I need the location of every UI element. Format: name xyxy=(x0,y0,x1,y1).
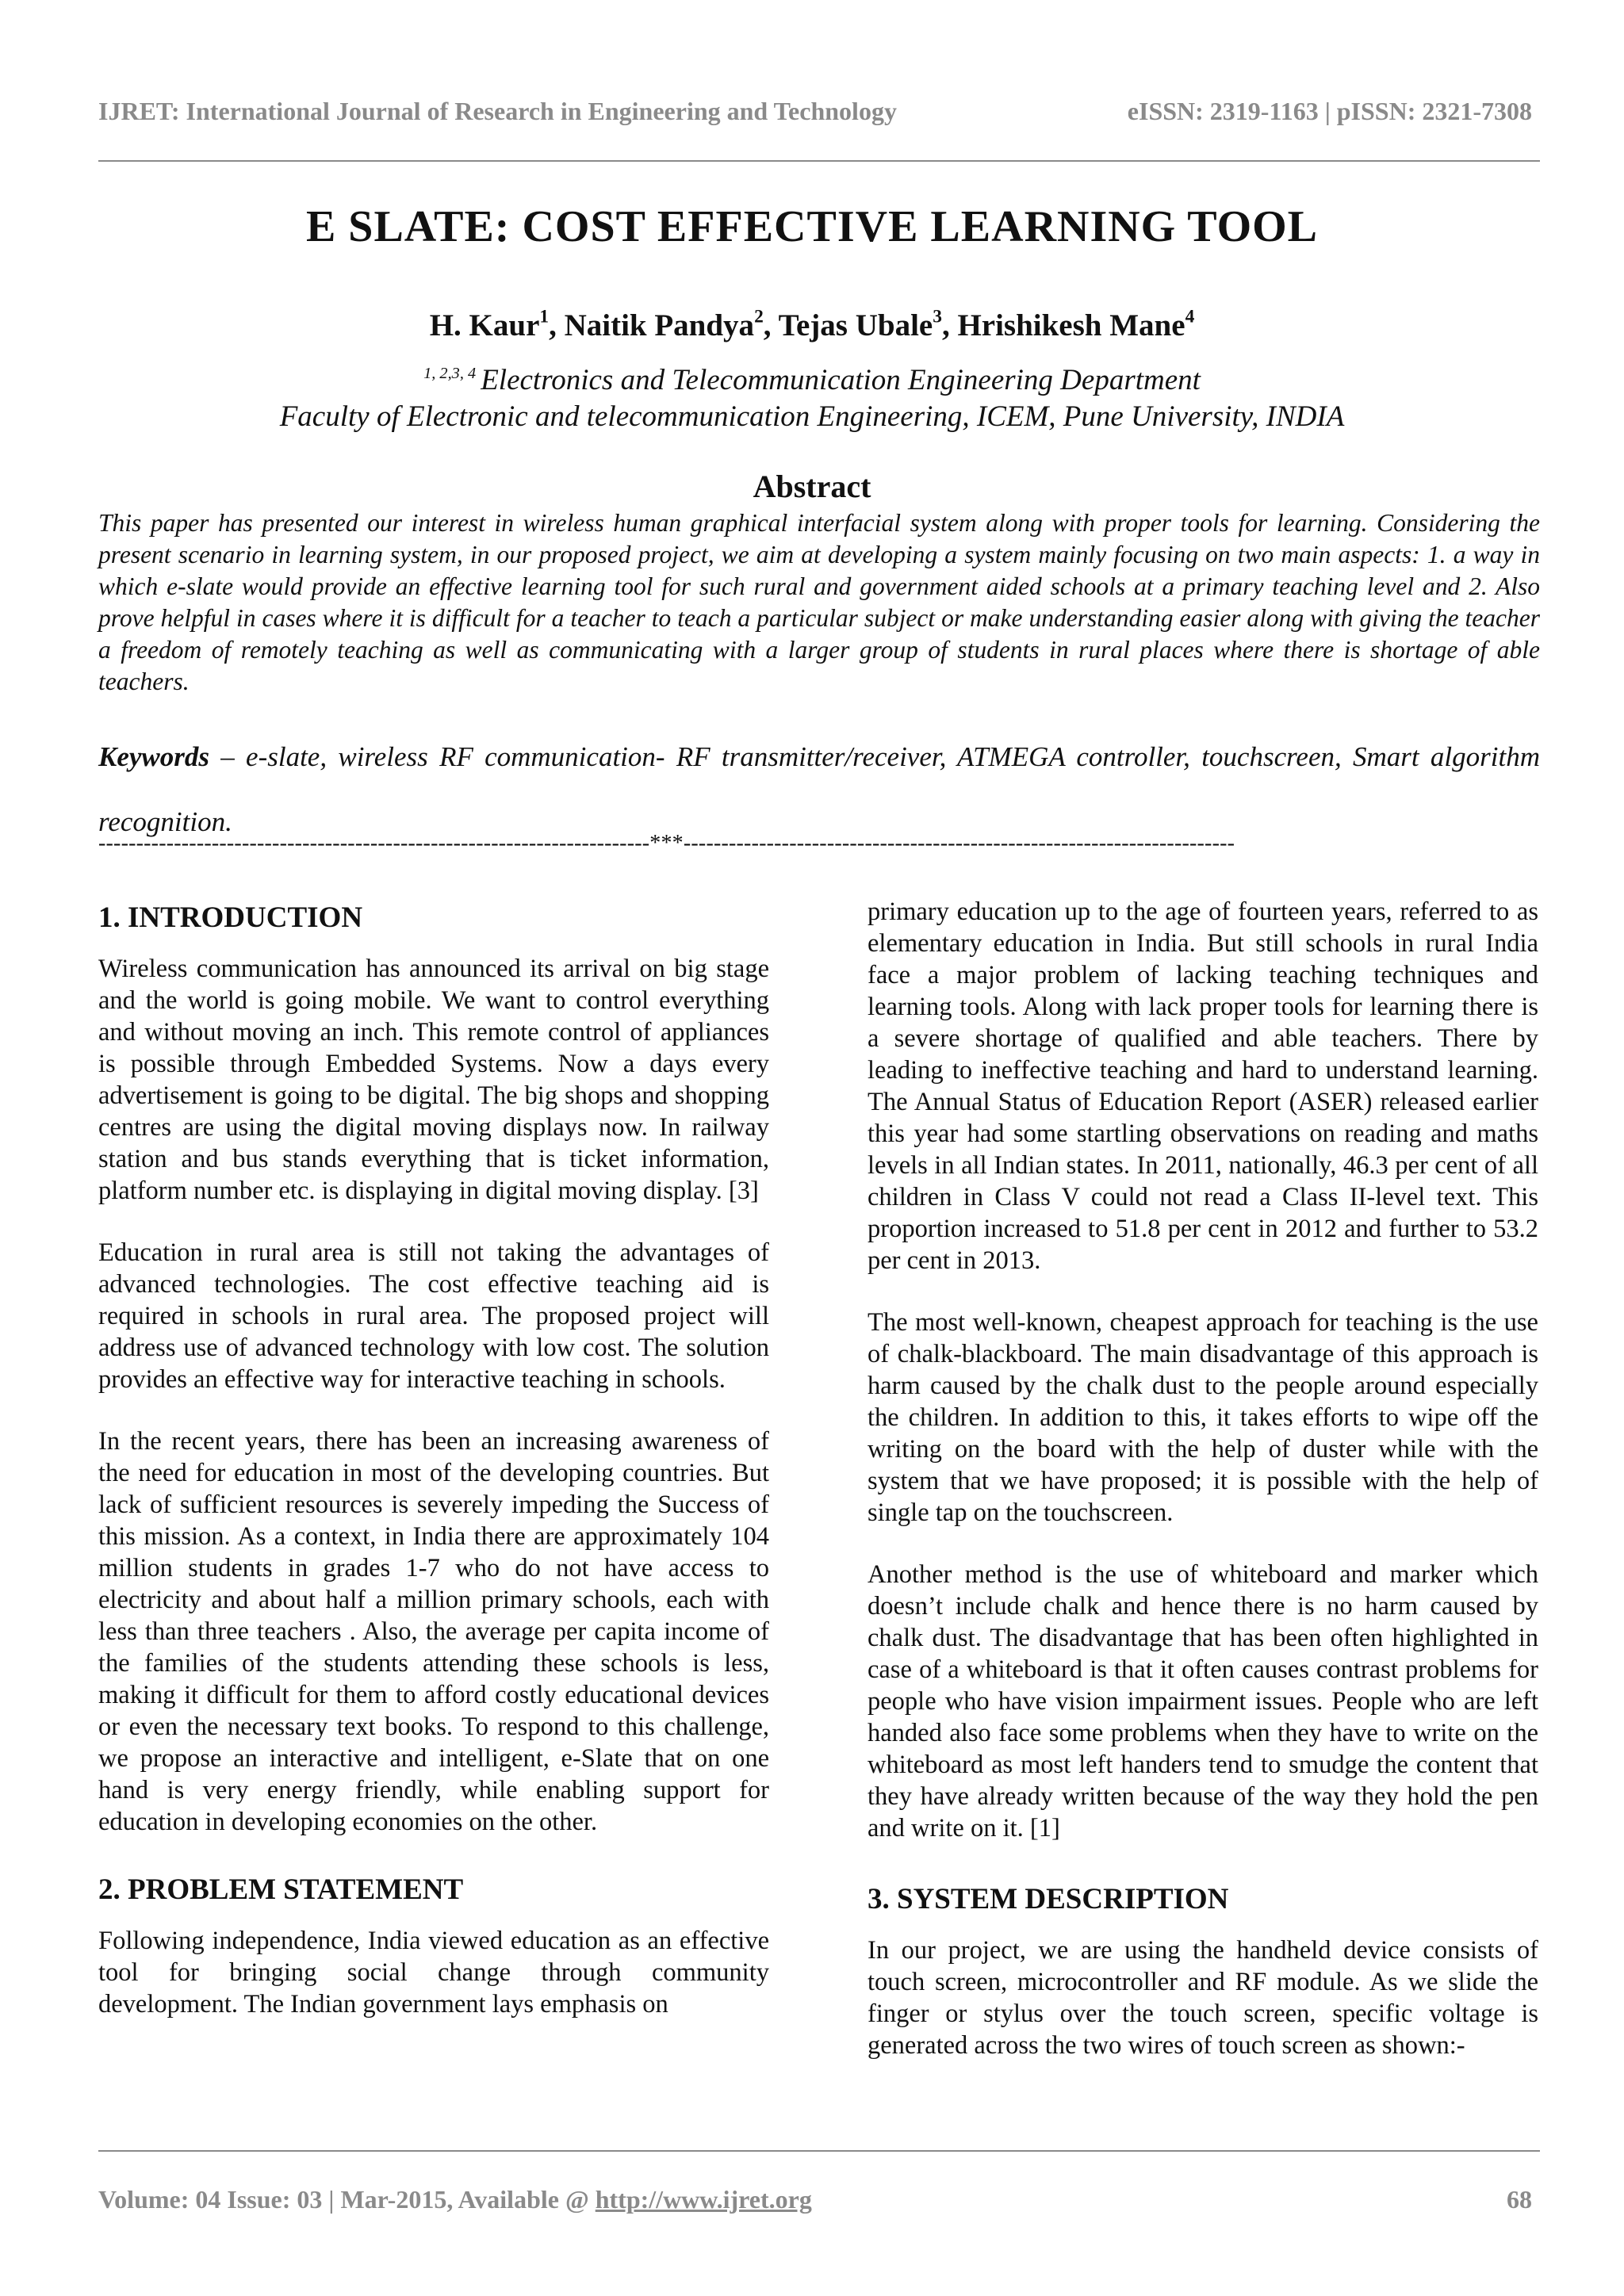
department-text: Electronics and Telecommunication Engineering Department xyxy=(481,364,1201,396)
affiliation-index: 1, 2,3, 4 xyxy=(423,364,477,382)
author-list: H. Kaur$^1$, Naitik Pandya$^2$, Tejas Ubale$^3$, Hrishikesh Mane$^4$ xyxy=(429,306,1195,342)
issn-header: eISSN: 2319-1163 | pISSN: 2321-7308 xyxy=(1127,97,1532,125)
keywords-text: – e-slate, wireless RF communication- RF transmitter/receiver, ATMEGA controller, touchscreen, Smart algorithm recognition. xyxy=(98,741,1540,837)
section-heading-introduction: 1. INTRODUCTION xyxy=(98,901,363,934)
author-index: 1 xyxy=(539,306,550,327)
paragraph: primary education up to the age of fourteen years, referred to as elementary education in India. But still schools in rural India face a major problem of lacking teaching techniques and learning tools. Along with lack proper tools for learning there is a severe shortage of qualified and able teachers. There by leading to ineffective teaching and hard to understand learning. The Annual Status of Education Report (ASER) released earlier this year had some startling observations on reading and maths levels in all Indian states. In 2011, nationally, 46.3 per cent of all children in Class V could not read a Class II-level text. This proportion increased to 51.8 per cent in 2012 and further to 53.2 per cent in 2013. xyxy=(868,897,1538,1275)
paragraph: In the recent years, there has been an increasing awareness of the need for education in most of the developing countries. But lack of sufficient resources is severely impeding the Success of this mission. As a context, in India there are approximately 104 million students in grades 1-7 who do not have access to electricity and about half a million primary schools, each with less than three teachers . Also, the average per capita income of the families of the students attending these schools is less, making it difficult for them to afford costly educational devices or even the necessary text books. To respond to this challenge, we propose an interactive and intelligent, e-Slate that on one hand is very energy friendly, while enabling support for education in developing economies on the other. xyxy=(98,1427,769,1836)
author-name: H. Kaur xyxy=(429,308,540,342)
left-column xyxy=(98,897,769,2050)
author-index: 3 xyxy=(933,306,942,327)
section-heading-system-description: 3. SYSTEM DESCRIPTION xyxy=(868,1883,1229,1915)
author-index: 2 xyxy=(754,306,764,327)
section-heading-problem-statement: 2. PROBLEM STATEMENT xyxy=(98,1873,464,1906)
header-rule xyxy=(98,160,1540,162)
abstract-text: This paper has presented our interest in wireless human graphical interfacial system along with proper tools for learning. Considering the present scenario in learning system, in our proposed project, we aim at developing a system mainly focusing on two main aspects: 1. a way in which e-slate would provide an effective learning tool for such rural and government aided schools at a primary teaching level and 2. Also prove helpful in cases where it is difficult for a teacher to teach a particular subject or make understanding easier along with giving the teacher a freedom of remotely teaching as well as communicating with a larger group of students in rural places where there is shortage of able teachers. xyxy=(98,509,1540,695)
paragraph: Education in rural area is still not taking the advantages of advanced technologies. The cost effective teaching aid is required in schools in rural area. The proposed project will address use of advanced technology with low cost. The solution provides an effective way for interactive teaching in schools. xyxy=(98,1238,769,1394)
journal-link[interactable]: http://www.ijret.org xyxy=(595,2185,812,2214)
affiliation-department xyxy=(0,363,1624,397)
paragraph: Following independence, India viewed education as an effective tool for bringing social change through community development. The Indian government lays emphasis on xyxy=(98,1927,769,2019)
footer-text: Volume: 04 Issue: 03 | Mar-2015, Available @ xyxy=(98,2185,596,2214)
paragraph: Wireless communication has announced its arrival on big stage and the world is going mobile. We want to control everything and without moving an inch. This remote control of appliances is possible through Embedded Systems. Now a days every advertisement is going to be digital. The big shops and shopping centres are using the digital moving displays now. In railway station and bus stands everything that is ticket information, platform number etc. is displaying in digital moving display. [3] xyxy=(98,955,769,1205)
author-name: Naitik Pandya xyxy=(564,308,755,342)
author-index: 4 xyxy=(1185,306,1195,327)
affiliation-institution: Faculty of Electronic and telecommunication Engineering, ICEM, Pune University, INDIA xyxy=(279,400,1345,433)
right-column xyxy=(868,896,1538,2091)
paragraph: Another method is the use of whiteboard and marker which doesn’t include chalk and hence there is no harm caused by chalk dust. The disadvantage that has been often highlighted in case of a whiteboard is that it often causes contrast problems for people who have vision impairment issues. People who are left handed also face some problems when they have to write on the whiteboard as most left handers tend to smudge the content that they have already written because of the way they hold the pen and write on it. [1] xyxy=(868,1560,1538,1843)
page-number: 68 xyxy=(1507,2185,1532,2214)
paragraph: In our project, we are using the handheld device consists of touch screen, microcontroller and RF module. As we slide the finger or stylus over the touch screen, specific voltage is generated across the two wires of touch screen as shown:- xyxy=(868,1936,1538,2060)
paragraph: The most well-known, cheapest approach for teaching is the use of chalk-blackboard. The main disadvantage of this approach is harm caused by the chalk dust to the people around especially the children. In addition to this, it takes efforts to wipe off the writing on the board with the help of duster while with the system that we have proposed; it is possible with the help of single tap on the touchscreen. xyxy=(868,1308,1538,1527)
paper-title: E SLATE: COST EFFECTIVE LEARNING TOOL xyxy=(305,202,1319,251)
section-divider: -------------------------------------------------------------------------***------------------------------------------------------------------------- xyxy=(98,831,1235,855)
abstract-heading: Abstract xyxy=(753,469,871,504)
keywords-label: Keywords xyxy=(98,741,209,772)
author-name: Hrishikesh Mane xyxy=(957,308,1185,342)
footer-rule xyxy=(98,2150,1540,2152)
footer-volume-info xyxy=(98,2185,812,2214)
journal-header: IJRET: International Journal of Research in Engineering and Technology xyxy=(98,97,897,125)
author-name: Tejas Ubale xyxy=(778,308,933,342)
